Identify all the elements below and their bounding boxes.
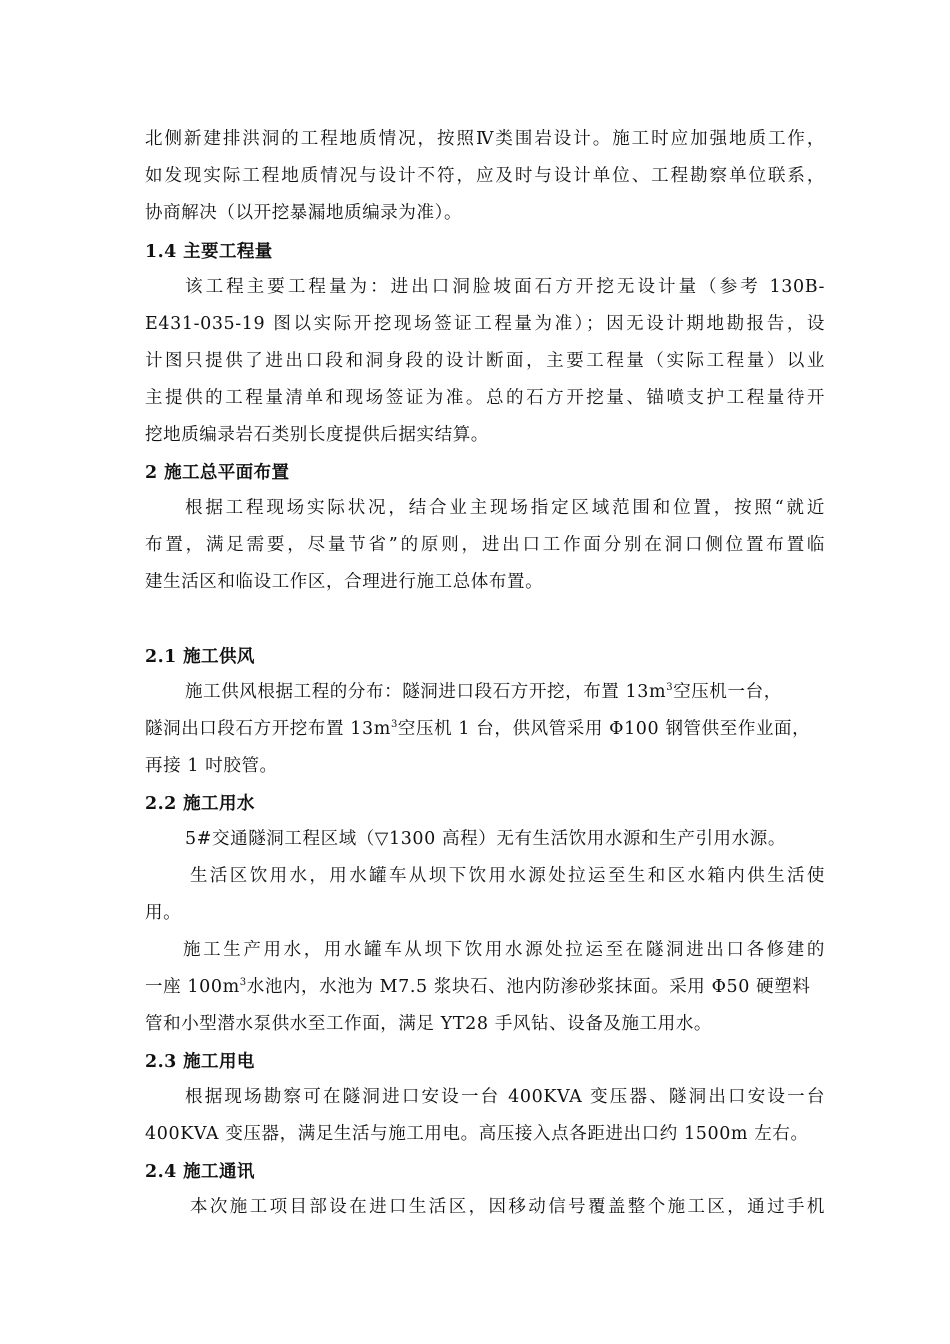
paragraph-line: 主提供的工程量清单和现场签证为准。总的石方开挖量、锚喷支护工程量待开 [145,388,825,408]
superscript: 3 [239,977,247,989]
paragraph-line: E431-035-19 图以实际开挖现场签证工程量为准）；因无设计期地勘报告，设 [145,314,825,334]
paragraph-line: 北侧新建排洪洞的工程地质情况，按照Ⅳ类围岩设计。施工时应加强地质工作， [145,129,825,149]
section-heading-2-3: 2.3 施工用电 [145,1052,255,1072]
paragraph-line: 计图只提供了进出口段和洞身段的设计断面，主要工程量（实际工程量）以业 [145,351,825,371]
section-heading-2-2: 2.2 施工用水 [145,794,255,814]
paragraph-line: 用。 [145,903,182,923]
paragraph-line: 布置，满足需要，尽量节省”的原则，进出口工作面分别在洞口侧位置布置临 [145,535,825,555]
text-segment: 水池内，水池为 M7.5 浆块石、池内防渗砂浆抹面。采用 Φ50 硬塑料 [246,977,811,997]
paragraph-line: 建生活区和临设工作区，合理进行施工总体布置。 [145,572,544,592]
paragraph-line: 施工生产用水，用水罐车从坝下饮用水源处拉运至在隧洞进出口各修建的 [183,940,825,960]
text-segment: 施工供风根据工程的分布：隧洞进口段石方开挖，布置 13m [185,682,667,702]
paragraph-line: 根据现场勘察可在隧洞进口安设一台 400KVA 变压器、隧洞出口安设一台 [185,1087,825,1107]
paragraph-line: 管和小型潜水泵供水至工作面，满足 YT28 手风钻、设备及施工用水。 [145,1014,713,1034]
paragraph-line: 再接 1 吋胶管。 [145,756,278,776]
paragraph-line [145,975,825,999]
paragraph-line [145,717,825,741]
paragraph-line: 挖地质编录岩石类别长度提供后据实结算。 [145,425,489,445]
text-segment: 空压机一台， [673,682,782,702]
section-heading-2: 2 施工总平面布置 [145,463,290,483]
text-segment: 隧洞出口段石方开挖布置 13m [145,719,391,739]
paragraph-line: 如发现实际工程地质情况与设计不符，应及时与设计单位、工程勘察单位联系， [145,166,825,186]
paragraph-line: 根据工程现场实际状况，结合业主现场指定区域范围和位置，按照“就近 [185,498,825,518]
superscript: 3 [666,682,674,694]
paragraph-line: 生活区饮用水，用水罐车从坝下饮用水源处拉运至生和区水箱内供生活使 [190,866,825,886]
superscript: 3 [390,719,398,731]
paragraph-line: 400KVA 变压器，满足生活与施工用电。高压接入点各距进出口约 1500m 左右。 [145,1124,809,1144]
section-heading-2-4: 2.4 施工通讯 [145,1162,255,1182]
section-heading-1-4: 1.4 主要工程量 [145,242,273,262]
paragraph-line: 协商解决（以开挖暴漏地质编录为准）。 [145,203,463,223]
text-segment: 空压机 1 台，供风管采用 Φ100 钢管供至作业面， [397,719,811,739]
text-segment: 一座 100m [145,977,240,997]
section-heading-2-1: 2.1 施工供风 [145,647,255,667]
paragraph-line: 该工程主要工程量为：进出口洞脸坡面石方开挖无设计量（参考 130B- [185,277,825,297]
paragraph-line [185,680,825,704]
paragraph-line: 5#交通隧洞工程区域（▽1300 高程）无有生活饮用水源和生产引用水源。 [185,829,786,849]
paragraph-line: 本次施工项目部设在进口生活区，因移动信号覆盖整个施工区，通过手机 [190,1197,825,1217]
